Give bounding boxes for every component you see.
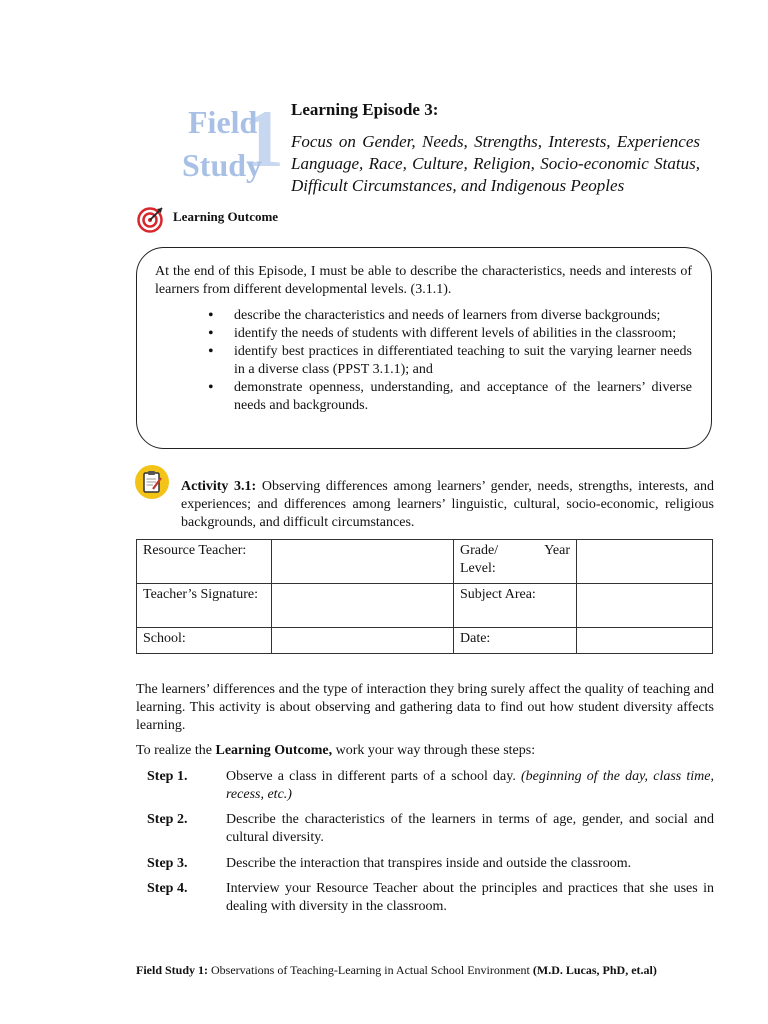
intro-paragraph: The learners’ differences and the type of interaction they bring surely affect the quality of teaching and learning. This activity is about observing and gathering data to find out how student diversity affects learning.: [136, 682, 714, 733]
step-4-label: Step 4.: [147, 881, 188, 896]
list-item: • identify best practices in differentiated teaching to suit the varying learner needs in a diverse class (PPST 3.1.1); and: [208, 343, 692, 379]
footer-authors: (M.D. Lucas, PhD, et.al): [532, 963, 657, 977]
subject-area-field[interactable]: [577, 584, 713, 628]
activity-text: Observing differences among learners’ gender, needs, strengths, interests, and experiences; and differences among learners’ linguistic, cultural, socio-economic, religious backgrounds, and difficult circumstances.: [181, 479, 715, 530]
school-label: School:: [137, 628, 272, 654]
date-field[interactable]: [577, 628, 713, 654]
outcome-bullet-list: [208, 307, 692, 415]
steps-intro-suffix: work your way through these steps:: [332, 743, 536, 758]
subject-area-label: Subject Area:: [454, 584, 577, 628]
target-icon: [137, 205, 165, 233]
step-4-text: Interview your Resource Teacher about the principles and practices that she uses in dealing with diversity in the classroom.: [226, 881, 714, 914]
steps-intro: [136, 742, 714, 760]
step-1-body: Observe a class in different parts of a school day.: [226, 769, 521, 784]
step-1-label: Step 1.: [147, 769, 188, 784]
step-1-italic: (beginning of the day, class time, recess, etc.): [226, 769, 714, 802]
footer-course: Field Study 1:: [136, 963, 209, 977]
footer-title: Observations of Teaching-Learning in Actual School Environment: [208, 963, 533, 977]
logo-number: 1: [243, 93, 284, 184]
step-3-text: Describe the interaction that transpires inside and outside the classroom.: [226, 856, 632, 871]
level-label: Level:: [460, 561, 496, 576]
grade-label: Grade/: [460, 543, 499, 558]
list-item: • demonstrate openness, understanding, and acceptance of the learners’ diverse needs and backgrounds.: [208, 379, 692, 415]
observation-info-table: [136, 539, 713, 654]
school-field[interactable]: [272, 628, 454, 654]
logo-word-study: Study: [182, 147, 263, 183]
step-2-label: Step 2.: [147, 812, 188, 827]
step-2-text: Describe the characteristics of the learners in terms of age, gender, and social and cultural diversity.: [226, 812, 714, 845]
list-item: • identify the needs of students with different levels of abilities in the classroom;: [208, 325, 692, 343]
grade-level-label: [454, 540, 577, 584]
resource-teacher-field[interactable]: [272, 540, 454, 584]
step-3-label: Step 3.: [147, 856, 188, 871]
list-item: • describe the characteristics and needs of learners from diverse backgrounds;: [208, 307, 692, 325]
step-1-text: [226, 768, 714, 804]
page-footer: [136, 963, 657, 978]
grade-level-field[interactable]: [577, 540, 713, 584]
episode-focus: Focus on Gender, Needs, Strengths, Interests, Experiences Language, Race, Culture, Religion, Socio-economic Status, Difficult Circumstances, and Indigenous Peoples: [291, 132, 700, 195]
signature-label: Teacher’s Signature:: [137, 584, 272, 628]
date-label: Date:: [454, 628, 577, 654]
outcome-intro: At the end of this Episode, I must be able to describe the characteristics, needs and interests of learners from different developmental levels. (3.1.1).: [155, 264, 692, 297]
resource-teacher-label: Resource Teacher:: [137, 540, 272, 584]
activity-label: Activity 3.1:: [181, 479, 257, 494]
steps-intro-bold: Learning Outcome,: [215, 743, 333, 758]
signature-field[interactable]: [272, 584, 454, 628]
activity-description: [181, 478, 714, 532]
clipboard-icon: [134, 464, 170, 500]
steps-intro-prefix: To realize the: [136, 743, 216, 758]
episode-title: Learning Episode 3:: [291, 100, 439, 119]
year-label: Year: [544, 543, 570, 558]
logo-word-field: Field: [188, 104, 258, 140]
learning-outcome-label: Learning Outcome: [173, 209, 279, 224]
